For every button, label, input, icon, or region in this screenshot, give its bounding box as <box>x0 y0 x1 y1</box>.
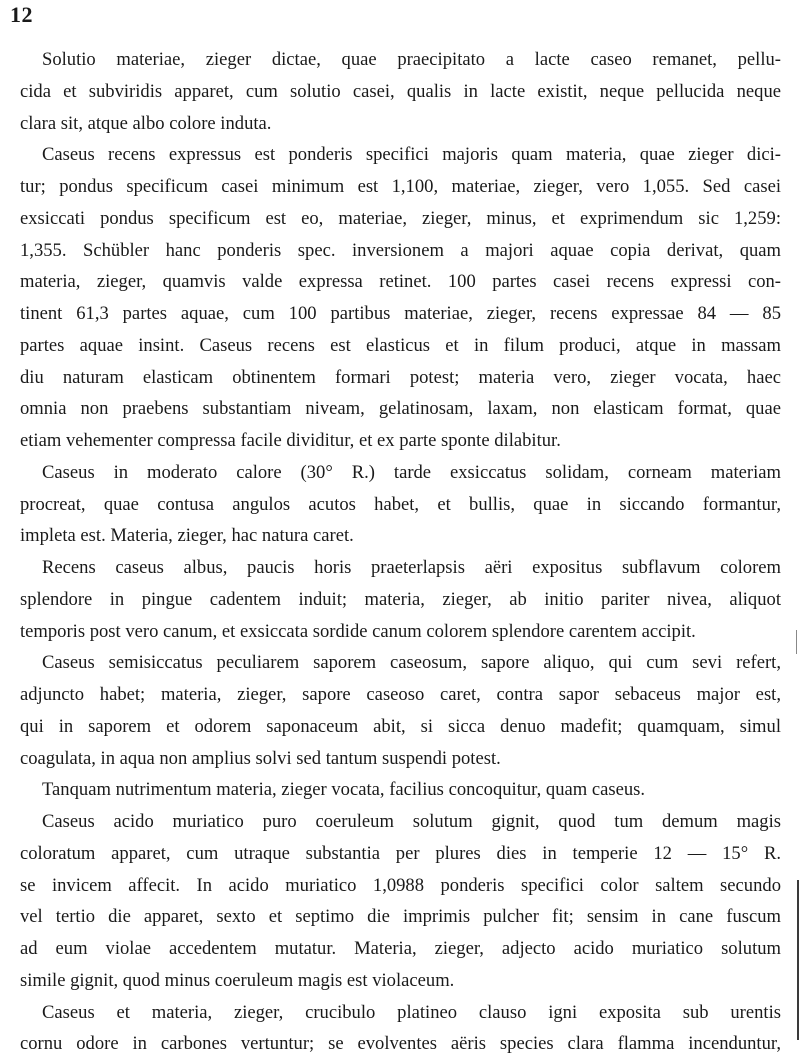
text-line: splendore in pingue cadentem induit; materia, zieger, ab initio pariter nivea, aliquot <box>20 588 781 610</box>
text-line: Caseus acido muriatico puro coeruleum solutum gignit, quod tum demum magis <box>42 811 781 832</box>
text-line: impleta est. Materia, zieger, hac natura caret. <box>20 525 354 547</box>
text-line: clara sit, atque albo colore induta. <box>20 112 272 134</box>
text-line: qui in saporem et odorem saponaceum abit, si sicca denuo madefit; quamquam, simul <box>20 715 781 737</box>
text-line: Caseus et materia, zieger, crucibulo platineo clauso igni exposita sub urentis <box>42 1001 781 1023</box>
text-line: se invicem affecit. In acido muriatico 1,0988 ponderis specifici color saltem secundo <box>20 874 781 896</box>
body-text <box>20 44 781 1060</box>
text-line: exsiccati pondus specificum est eo, materiae, zieger, minus, et exprimendum sic 1,259: <box>20 207 781 229</box>
text-line: coagulata, in aqua non amplius solvi sed tantum suspendi potest. <box>20 747 501 769</box>
page-edge-mark <box>796 630 797 654</box>
text-line: simile gignit, quod minus coeruleum magis est violaceum. <box>20 969 455 991</box>
text-line: etiam vehementer compressa facile dividitur, et ex parte sponte dilabitur. <box>20 430 561 451</box>
text-line: diu naturam elasticam obtinentem formari potest; materia vero, zieger vocata, haec <box>20 366 781 388</box>
text-line: tur; pondus specificum casei minimum est 1,100, materiae, zieger, vero 1,055. Sed casei <box>20 176 781 197</box>
text-line: 1,355. Schübler hanc ponderis spec. inversionem a majori aquae copia derivat, quam <box>20 239 781 261</box>
text-line: Caseus semisiccatus peculiarem saporem caseosum, sapore aliquo, qui cum sevi refert, <box>42 652 781 674</box>
text-line: materia, zieger, quamvis valde expressa retinet. 100 partes casei recens expressi con- <box>20 271 781 293</box>
text-line: adjuncto habet; materia, zieger, sapore caseoso caret, contra sapor sebaceus major est, <box>20 684 781 705</box>
text-line: ad eum violae accedentem mutatur. Materia, zieger, adjecto acido muriatico solutum <box>20 938 781 959</box>
text-line: Recens caseus albus, paucis horis praeterlapsis aëri expositus subflavum colorem <box>42 557 781 578</box>
page-edge-shadow <box>797 880 799 1040</box>
text-line: cida et subviridis apparet, cum solutio casei, qualis in lacte existit, neque pellucida neque <box>20 80 781 102</box>
text-line: coloratum apparet, cum utraque substantia per plures dies in temperie 12 — 15° R. <box>20 842 781 864</box>
text-line: procreat, quae contusa angulos acutos habet, et bullis, quae in siccando formantur, <box>20 493 781 515</box>
text-line: omnia non praebens substantiam niveam, gelatinosam, laxam, non elasticam format, quae <box>20 398 781 420</box>
text-line: Caseus recens expressus est ponderis specifici majoris quam materia, quae zieger dici- <box>42 144 781 166</box>
text-line: Caseus in moderato calore (30° R.) tarde exsiccatus solidam, corneam materiam <box>42 461 781 483</box>
text-line: partes aquae insint. Caseus recens est elasticus et in filum produci, atque in massam <box>20 334 781 356</box>
text-line: vel tertio die apparet, sexto et septimo die imprimis pulcher fit; sensim in cane fuscum <box>20 906 781 928</box>
text-line: Tanquam nutrimentum materia, zieger vocata, facilius concoquitur, quam caseus. <box>42 779 646 801</box>
text-line: cornu odore in carbones vertuntur; se evolventes aëris species clara flamma incenduntur, <box>20 1033 781 1055</box>
text-line: Solutio materiae, zieger dictae, quae praecipitato a lacte caseo remanet, pellu- <box>42 49 781 70</box>
text-line: temporis post vero canum, et exsiccata sordide canum colorem splendore carentem accipit. <box>20 620 696 642</box>
page-number: 12 <box>10 2 33 27</box>
text-line: tinent 61,3 partes aquae, cum 100 partibus materiae, zieger, recens expressae 84 — 85 <box>20 303 781 324</box>
